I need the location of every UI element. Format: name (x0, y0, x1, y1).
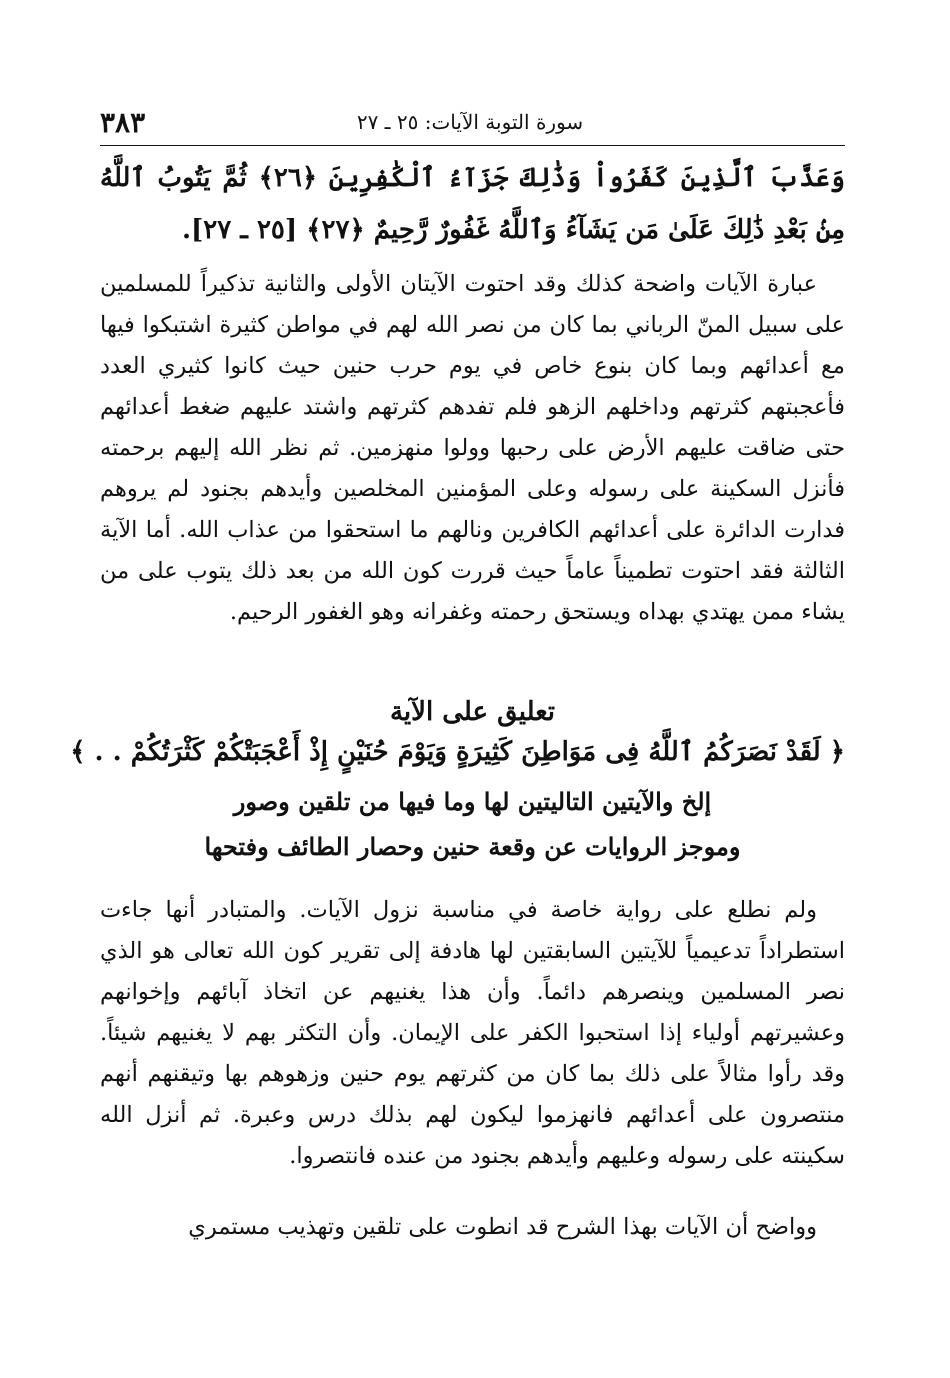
body-paragraph (100, 1207, 845, 1248)
header-rule (100, 145, 845, 146)
paragraph-text: ولم نطلع على رواية خاصة في مناسبة نزول الآيات. والمتبادر أنها جاءت استطراداً تدعيمياً للآيتين السابقتين لها هادفة إلى تقرير كون الله تعالى هو الذي نصر المسلمين وينصرهم دائماً. وأن هذا يغنيهم عن اتخاذ آبائهم وإخوانهم وعشيرتهم أولياء إذا استحبوا الكفر على الإيمان. وأن التكثر بهم لا يغنيهم شيئاً. وقد رأوا مثالاً على ذلك بما كان من كثرتهم يوم حنين وزهوهم بها وتيقنهم أنهم منتصرون على أعدائهم فانهزموا ليكون لهم بذلك درس وعبرة. ثم أنزل الله سكينته على رسوله وعليهم وأيدهم بجنود من عنده فانتصروا. (100, 897, 845, 1169)
section-subtitle-line1: إلخ والآيتين التاليتين لها وما فيها من تلقين وصور (233, 787, 712, 816)
running-title: سورة التوبة الآيات: ٢٥ ـ ٢٧ (356, 110, 584, 134)
page-number: ٣٨٣ (100, 106, 146, 139)
page-header (100, 104, 840, 144)
section-verse: ﴿ لَقَدْ نَصَرَكُمُ ٱللَّهُ فِى مَوَاطِنَ كَثِيرَةٍ وَيَوْمَ حُنَيْنٍ إِذْ أَعْجَبَتْكُمْ كَثْرَتُكُمْ . . ﴾ (70, 737, 845, 767)
body-paragraph (100, 890, 845, 1177)
commentary-paragraph (100, 264, 845, 633)
paragraph-text: وواضح أن الآيات بهذا الشرح قد انطوت على تلقين وتهذيب مستمري (188, 1214, 817, 1240)
section-subtitle-line2: وموجز الروايات عن وقعة حنين وحصار الطائف وفتحها (204, 832, 741, 861)
quran-verse-block: وَعَذَّبَ ٱلَّذِينَ كَفَرُواْ وَذَٰلِكَ جَزَآءُ ٱلْكَٰفِرِينَ ﴿٢٦﴾ ثُمَّ يَتُوبُ ٱللَّهُ مِنۢ بَعْدِ ذَٰلِكَ عَلَىٰ مَن يَشَآءُ وَٱللَّهُ غَفُورٌ رَّحِيمٌ ﴿٢٧﴾ [٢٥ ـ ٢٧]. (100, 163, 846, 245)
section-title: تعليق على الآية (389, 697, 556, 727)
paragraph-text: عبارة الآيات واضحة كذلك وقد احتوت الآيتان الأولى والثانية تذكيراً للمسلمين على سبيل المنّ الرباني بما كان من نصر الله لهم في مواطن كثيرة اشتبكوا فيها مع أعدائهم وبما كان بنوع خاص في يوم حرب حنين حيث كانوا كثيري العدد فأعجبتهم كثرتهم وداخلهم الزهو فلم تفدهم كثرتهم واشتد عليهم ضغط أعدائهم حتى ضاقت عليهم الأرض على رحبها وولوا منهزمين. ثم نظر الله إليهم برحمته فأنزل السكينة على رسوله وعلى المؤمنين المخلصين وأيدهم بجنود لم يروهم فدارت الدائرة على أعدائهم الكافرين ونالهم ما استحقوا من عذاب الله. أما الآية الثالثة فقد احتوت تطميناً عاماً حيث قررت كون الله من بعد ذلك يتوب على من يشاء ممن يهتدي بهداه ويستحق رحمته وغفرانه وهو الغفور الرحيم. (100, 271, 845, 625)
